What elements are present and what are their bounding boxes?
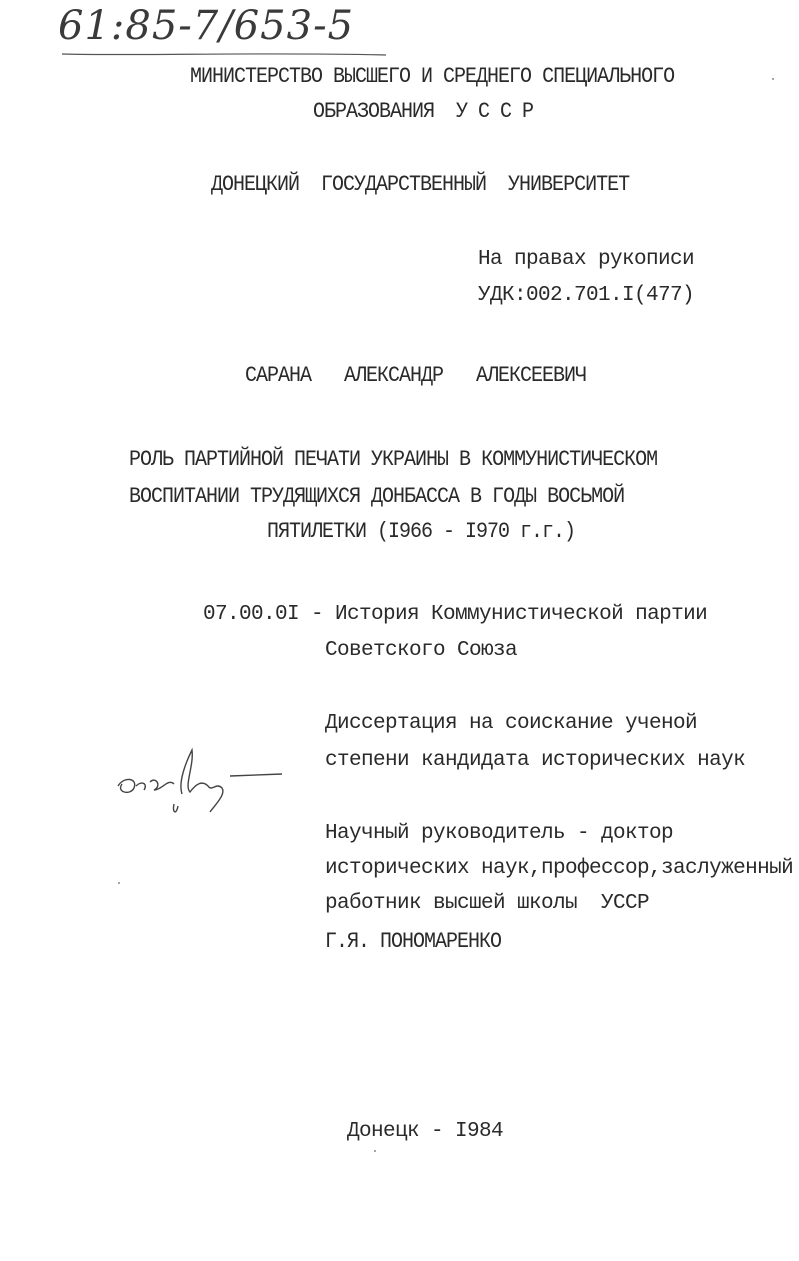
supervisor-line-3: работник высшей школы УССР bbox=[325, 892, 650, 915]
udk-code: УДК:002.701.I(477) bbox=[478, 284, 695, 307]
author-name: САРАНА АЛЕКСАНДР АЛЕКСЕЕВИЧ bbox=[245, 363, 587, 389]
specialty-line-2: Советского Союза bbox=[325, 639, 518, 662]
ministry-line-2: ОБРАЗОВАНИЯ У С С Р bbox=[313, 99, 534, 125]
title-line-2: ВОСПИТАНИИ ТРУДЯЩИХСЯ ДОНБАССА В ГОДЫ ВОСЬМОЙ bbox=[129, 484, 625, 510]
title-line-3: ПЯТИЛЕТКИ (I966 - I970 г.г.) bbox=[267, 519, 576, 545]
paper-speck bbox=[118, 882, 120, 884]
supervisor-line-1: Научный руководитель - доктор bbox=[325, 822, 674, 845]
dissertation-line-1: Диссертация на соискание ученой bbox=[325, 712, 698, 735]
place-and-year: Донецк - I984 bbox=[347, 1120, 504, 1143]
title-line-1: РОЛЬ ПАРТИЙНОЙ ПЕЧАТИ УКРАИНЫ В КОММУНИСТИЧЕСКОМ bbox=[129, 447, 658, 473]
archive-mark-underline bbox=[60, 50, 390, 58]
university-name: ДОНЕЦКИЙ ГОСУДАРСТВЕННЫЙ УНИВЕРСИТЕТ bbox=[211, 172, 630, 198]
dissertation-line-2: степени кандидата исторических наук bbox=[325, 749, 746, 772]
archive-handwritten-mark: 61:85-7/653-5 bbox=[58, 3, 355, 49]
supervisor-line-2: исторических наук,профессор,заслуженный bbox=[325, 857, 794, 880]
specialty-code: 07.00.0I - История Коммунистической партии bbox=[203, 603, 708, 626]
paper-speck bbox=[772, 78, 774, 80]
handwritten-signature bbox=[112, 742, 292, 822]
manuscript-rights: На правах рукописи bbox=[478, 248, 695, 271]
paper-speck bbox=[374, 1150, 376, 1152]
ministry-line-1: МИНИСТЕРСТВО ВЫСШЕГО И СРЕДНЕГО СПЕЦИАЛЬНОГО bbox=[190, 64, 675, 90]
supervisor-name: Г.Я. ПОНОМАРЕНКО bbox=[325, 929, 502, 955]
